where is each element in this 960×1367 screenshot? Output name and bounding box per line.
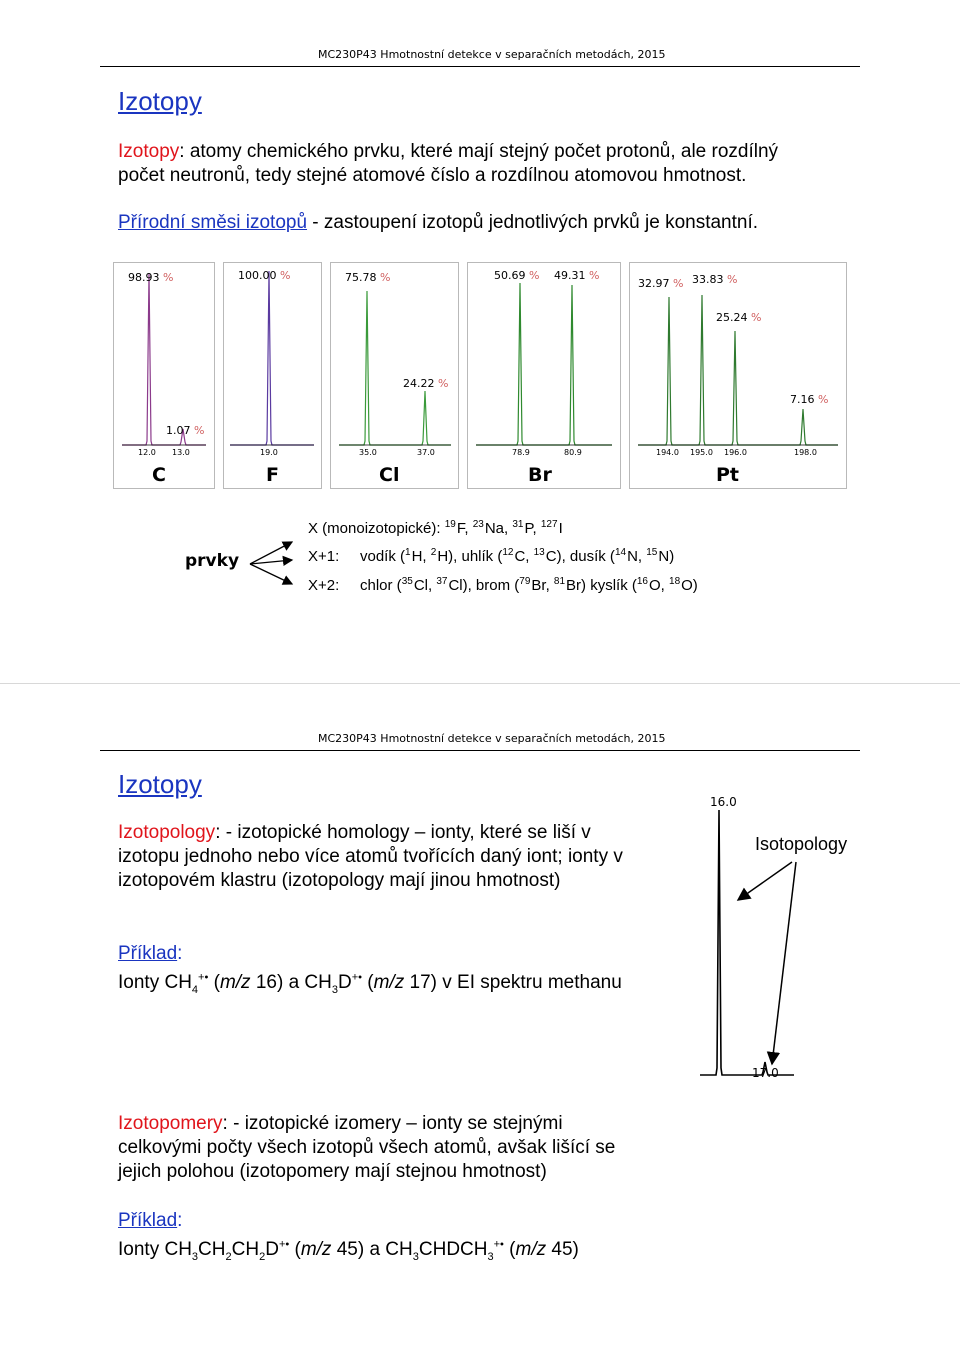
slide-header: MC230P43 Hmotnostní detekce v separačních metodách, 2015	[318, 48, 666, 61]
mz-tick-label: 37.0	[417, 448, 435, 457]
peak-pct-label: 100.00 %	[238, 269, 291, 282]
peak-pct-label: 24.22 %	[403, 377, 449, 390]
mz-tick-label: 19.0	[260, 448, 278, 457]
spectrum-f	[224, 263, 321, 488]
spectrum-pt	[630, 263, 846, 488]
isotopology-line-3: izotopovém klastru (izotopology mají jinou hmotnost)	[118, 870, 561, 891]
peak-label-17: 17.0	[752, 1066, 779, 1080]
mz-tick-label: 12.0	[138, 448, 156, 457]
rule-x-label: X (monoizotopické):	[308, 520, 441, 537]
rule-x2-label: X+2:	[308, 577, 340, 594]
example-label: Příklad	[118, 1210, 178, 1231]
element-label: F	[266, 464, 279, 486]
arrow-icon	[738, 862, 792, 900]
rule-x1-label: X+1:	[308, 548, 340, 565]
isotopomer-term: Izotopomery	[118, 1113, 223, 1134]
mz-tick-label: 194.0	[656, 448, 679, 457]
peak-pct-label: 25.24 %	[716, 311, 762, 324]
peak-pct-label: 75.78 %	[345, 271, 391, 284]
peak-pct-label: 33.83 %	[692, 273, 738, 286]
element-label: C	[152, 464, 166, 486]
definition-text-1: : atomy chemického prvku, které mají stejný počet protonů, ale rozdílný	[179, 141, 779, 162]
spectrum-c	[114, 263, 214, 488]
isotopology-paragraph	[118, 821, 698, 893]
example-2: Příklad: Ionty $CH_3CH_2CH_2D^{+•}$ (m/z 45) a $CH_3CHDCH_3^{+•}$ (m/z 45)	[118, 1210, 579, 1264]
mz-tick-label: 78.9	[512, 448, 530, 457]
spectrum-trace-f	[230, 271, 314, 445]
spectrum-panel-c	[113, 262, 215, 489]
mz-tick-label: 80.9	[564, 448, 582, 457]
element-label: Br	[528, 464, 552, 486]
peak-pct-label: 50.69 %	[494, 269, 540, 282]
spectrum-panel-pt	[629, 262, 847, 489]
slide-1	[0, 0, 960, 683]
example-label: Příklad	[118, 943, 178, 964]
element-label: Pt	[716, 464, 740, 486]
spectrum-panel-f	[223, 262, 322, 489]
spectrum-trace-cl	[339, 291, 451, 445]
isotopology-spectrum	[690, 788, 870, 1088]
header-rule	[100, 750, 860, 751]
spectrum-trace-br	[476, 283, 612, 445]
mz-tick-label: 196.0	[724, 448, 747, 457]
branch-arrows	[248, 536, 298, 596]
example-1-text: Ionty $CH_4^{+•}$ (m/z 16) a $CH_3D^{+•}$ (m/z 17) v EI spektru methanu	[118, 972, 622, 997]
isotopology-term: Izotopology	[118, 822, 216, 843]
isotopomer-line-3: jejich polohou (izotopomery mají stejnou hmotnost)	[118, 1161, 547, 1182]
slide-2	[0, 684, 960, 1367]
arrow-icon	[250, 564, 292, 584]
natural-text: - zastoupení izotopů jednotlivých prvků je konstantní.	[307, 212, 759, 233]
spectrum-panel-cl	[330, 262, 459, 489]
peak-pct-label: 98.93 %	[128, 271, 174, 284]
isotopology-label: Isotopology	[755, 834, 848, 854]
spectrum-cl	[331, 263, 458, 488]
peak-pct-label: 49.31 %	[554, 269, 600, 282]
rule-x1: X+1: vodík ($^1$H, $^2$H), uhlík ($^{12}$C, $^{13}$C), dusík ($^{14}$N, $^{15}$N)	[308, 547, 675, 565]
isotopomer-paragraph	[118, 1112, 718, 1184]
header-rule	[100, 66, 860, 67]
spectrum-br	[468, 263, 620, 488]
spectrum-panel-br	[467, 262, 621, 489]
definition-term: Izotopy	[118, 141, 180, 162]
example-1: Příklad: Ionty $CH_4^{+•}$ (m/z 16) a $CH_3D^{+•}$ (m/z 17) v EI spektru methanu	[118, 943, 622, 997]
rule-x: X (monoizotopické): $^{19}$F, $^{23}$Na, $^{31}$P, $^{127}$I	[308, 519, 563, 537]
peak-pct-label: 7.16 %	[790, 393, 829, 406]
prvky-label: prvky	[185, 551, 240, 571]
arrow-icon	[772, 862, 796, 1064]
natural-term: Přírodní směsi izotopů	[118, 212, 308, 233]
spectrum-trace-c	[122, 273, 206, 445]
element-label: Cl	[379, 464, 400, 486]
peak-pct-label: 1.07 %	[166, 424, 205, 437]
isotopomer-line-2: celkovými počty všech izotopů všech atomů, avšak lišící se	[118, 1137, 616, 1158]
isotopology-line-2: izotopu jednoho nebo více atomů tvořících daný iont; ionty v	[118, 846, 623, 867]
peak-pct-label: 32.97 %	[638, 277, 684, 290]
rule-x2: X+2: chlor ($^{35}$Cl, $^{37}$Cl), brom ($^{79}$Br, $^{81}$Br) kyslík ($^{16}$O, $^{18}$O)	[308, 576, 698, 594]
mz-tick-label: 13.0	[172, 448, 190, 457]
peak-label-16: 16.0	[710, 795, 737, 809]
definition-text-2: počet neutronů, tedy stejné atomové číslo a rozdílnou atomovou hmotnost.	[118, 165, 747, 186]
isotopology-line-1: : - izotopické homology – ionty, které se liší v	[215, 822, 591, 843]
slide-header: MC230P43 Hmotnostní detekce v separačních metodách, 2015	[318, 732, 666, 745]
definition-paragraph	[118, 140, 838, 188]
isotopomer-line-1: : - izotopické izomery – ionty se stejnými	[222, 1113, 563, 1134]
natural-mixture-paragraph	[118, 211, 838, 235]
example-2-text: Ionty $CH_3CH_2CH_2D^{+•}$ (m/z 45) a $CH_3CHDCH_3^{+•}$ (m/z 45)	[118, 1239, 579, 1264]
mz-tick-label: 198.0	[794, 448, 817, 457]
slide-title: Izotopy	[118, 86, 202, 116]
slide-title: Izotopy	[118, 769, 202, 799]
mz-tick-label: 35.0	[359, 448, 377, 457]
mz-tick-label: 195.0	[690, 448, 713, 457]
